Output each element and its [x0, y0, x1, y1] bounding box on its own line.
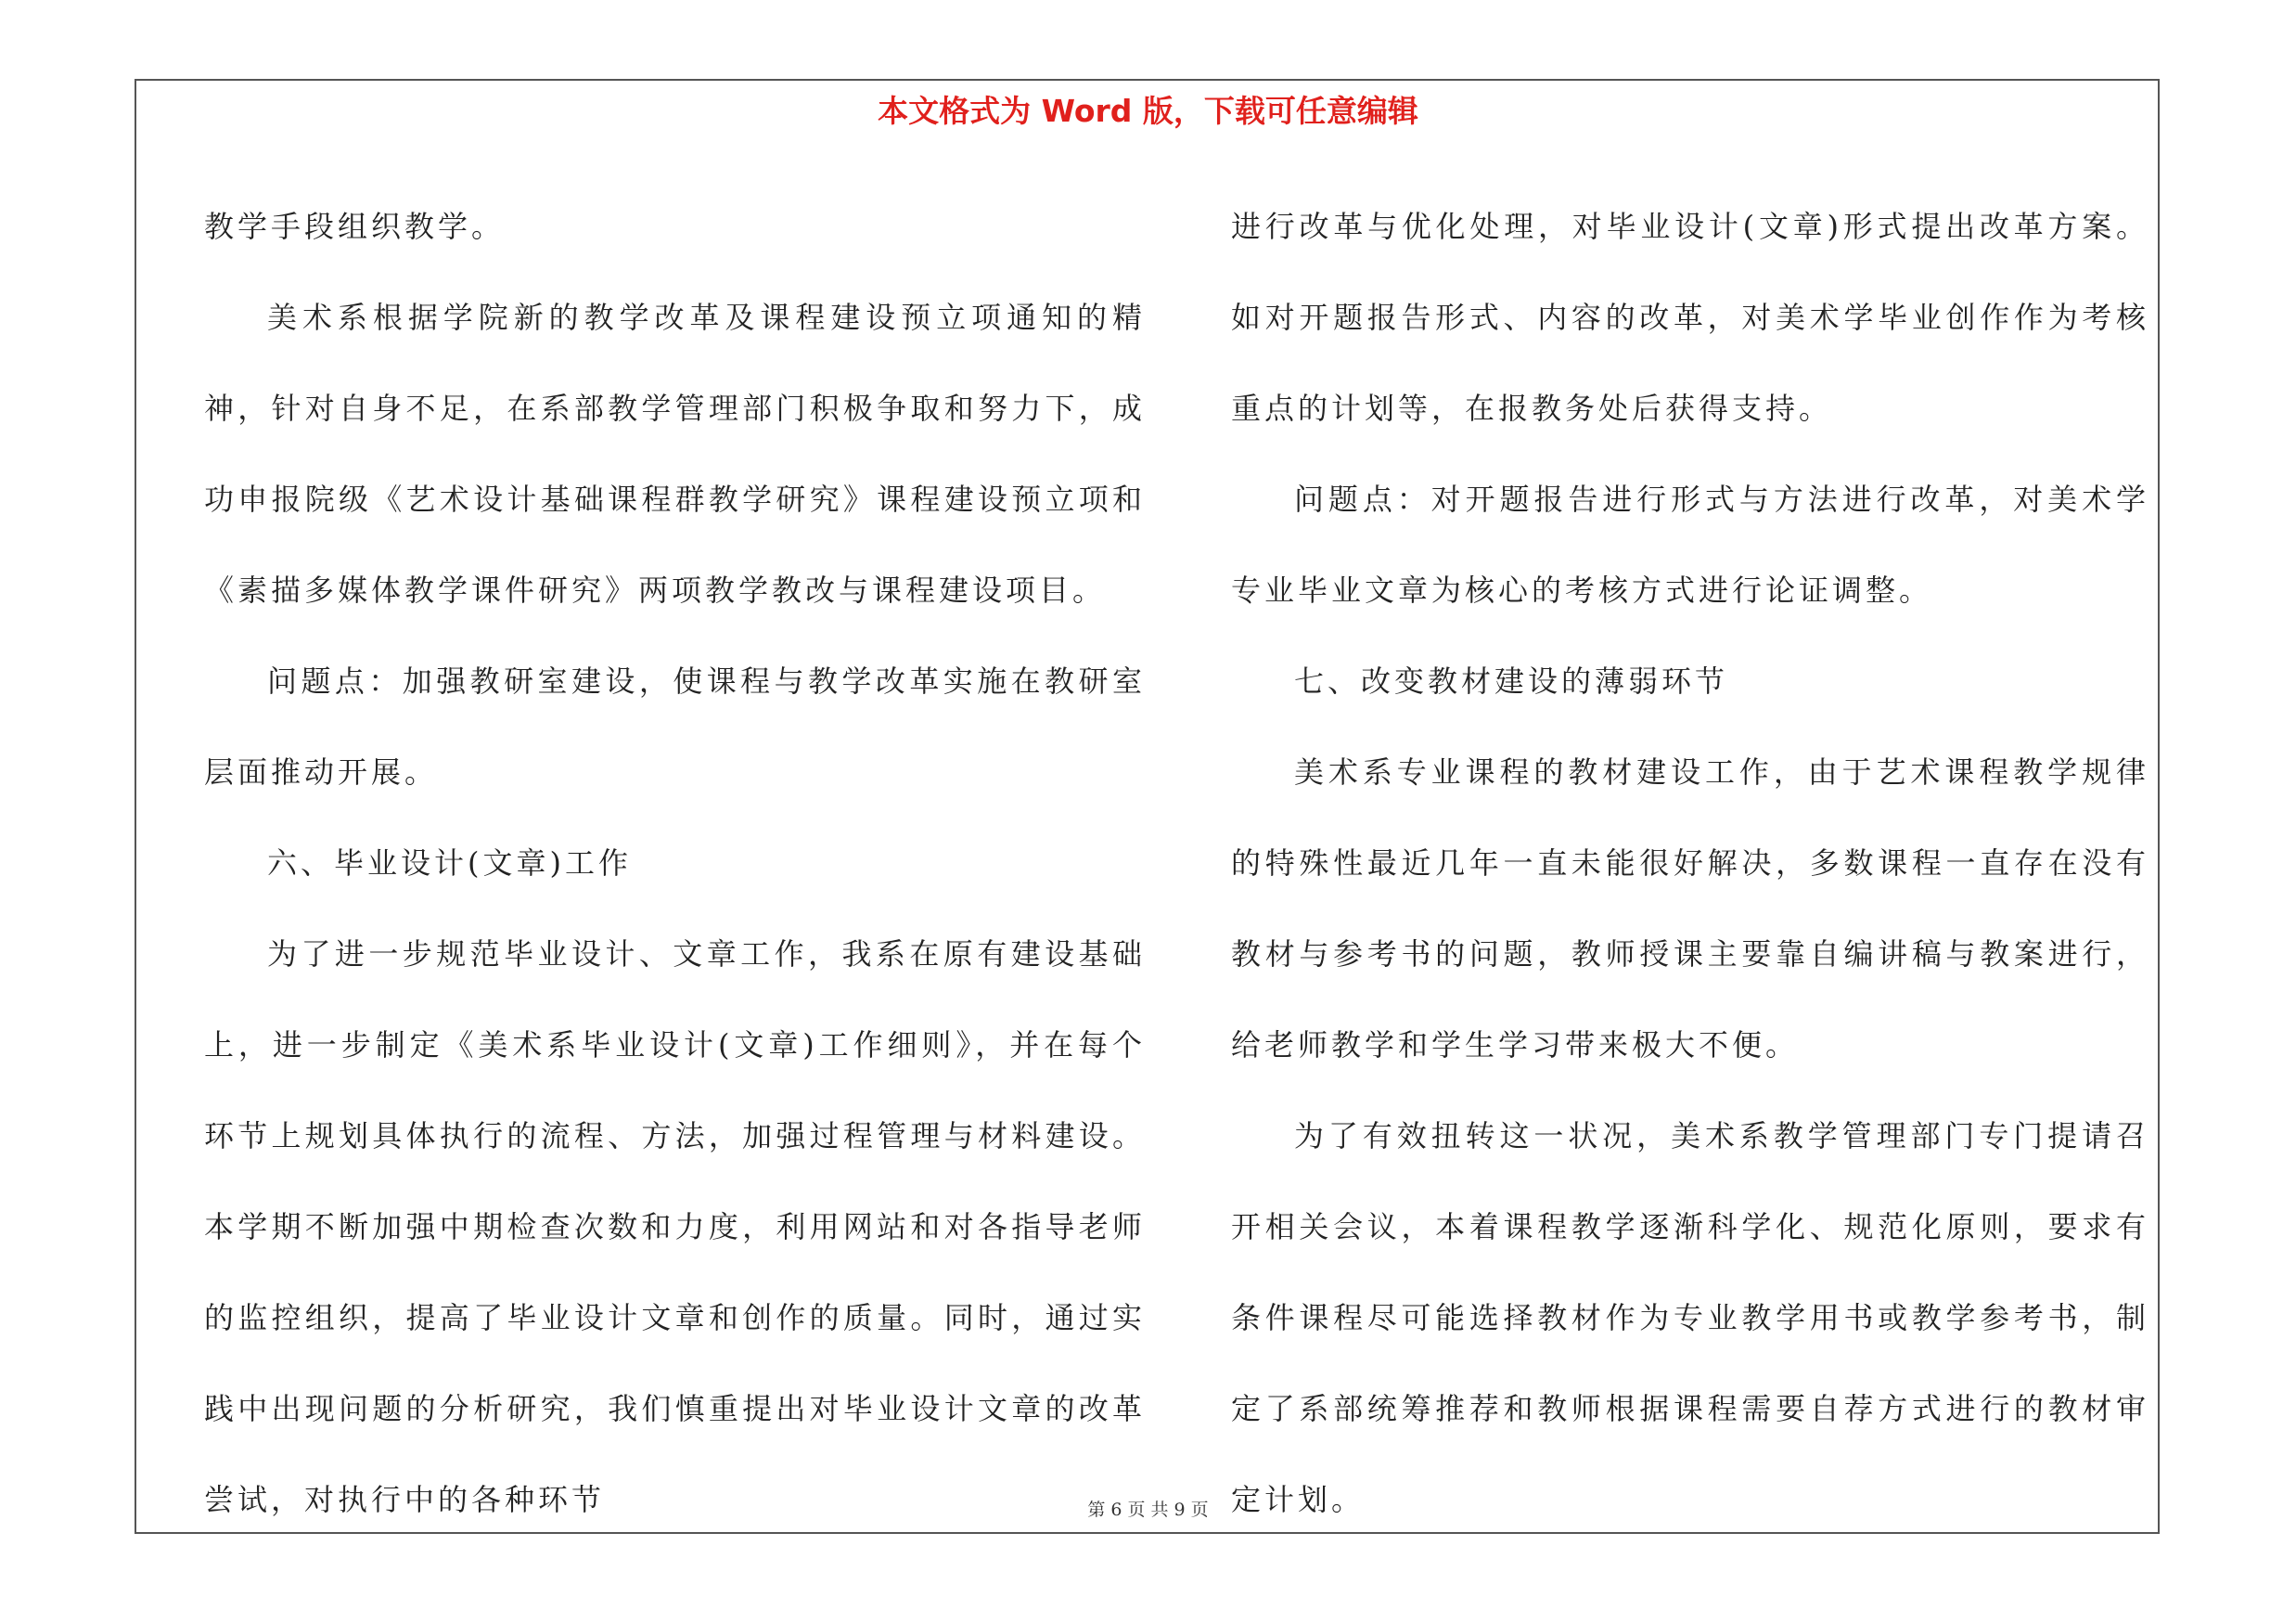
paragraph: 问题点：对开题报告进行形式与方法进行改革，对美术学专业毕业文章为核心的考核方式进行论证调整。: [1231, 482, 2149, 608]
page-label-prefix: 第: [1087, 1500, 1106, 1520]
page-total: 9: [1174, 1500, 1186, 1520]
left-column: [204, 181, 1146, 1545]
paragraph: 为了进一步规范毕业设计、文章工作，我系在原有建设基础上，进一步制定《美术系毕业设计(文章)工作细则》，并在每个环节上规划具体执行的流程、方法，加强过程管理与材料建设。本学期不断加强中期检查次数和力度，利用网站和对各指导老师的监控组织，提高了毕业设计文章和创作的质量。同时，通过实践中出现问题的分析研究，我们慎重提出对毕业设计文章的改革尝试，对执行中的各种环节: [204, 936, 1146, 1517]
page-label-mid1: 页: [1127, 1500, 1146, 1520]
paragraph: 美术系根据学院新的教学改革及课程建设预立项通知的精神，针对自身不足，在系部教学管理部门积极争取和努力下，成功申报院级《艺术设计基础课程群教学研究》课程建设预立项和《素描多媒体教学课件研究》两项教学教改与课程建设项目。: [204, 300, 1146, 608]
page-label-mid2: 共: [1150, 1500, 1169, 1520]
paragraph: 美术系专业课程的教材建设工作，由于艺术课程教学规律的特殊性最近几年一直未能很好解决，多数课程一直存在没有教材与参考书的问题，教师授课主要靠自编讲稿与教案进行，给老师教学和学生学习带来极大不便。: [1231, 754, 2149, 1063]
section-heading: 六、毕业设计(文章)工作: [267, 845, 632, 881]
paragraph: 为了有效扭转这一状况，美术系教学管理部门专门提请召开相关会议，本着课程教学逐渐科学化、规范化原则，要求有条件课程尽可能选择教材作为专业教学用书或教学参考书，制定了系部统筹推荐和教师根据课程需要自荐方式进行的教材审定计划。: [1231, 1118, 2149, 1517]
header-notice: 本文格式为 Word 版，下载可任意编辑: [878, 93, 1418, 129]
paragraph: 教学手段组织教学。: [204, 209, 506, 244]
right-column: [1231, 181, 2149, 1545]
page-number-footer: [0, 1496, 2296, 1521]
paragraph: 进行改革与优化处理，对毕业设计(文章)形式提出改革方案。如对开题报告形式、内容的改革，对美术学毕业创作作为考核重点的计划等，在报教务处后获得支持。: [1231, 209, 2149, 426]
section-heading: 七、改变教材建设的薄弱环节: [1294, 663, 1729, 699]
page-label-suffix: 页: [1190, 1500, 1209, 1520]
page-current: 6: [1110, 1500, 1122, 1520]
paragraph: 问题点：加强教研室建设，使课程与教学改革实施在教研室层面推动开展。: [204, 663, 1146, 790]
